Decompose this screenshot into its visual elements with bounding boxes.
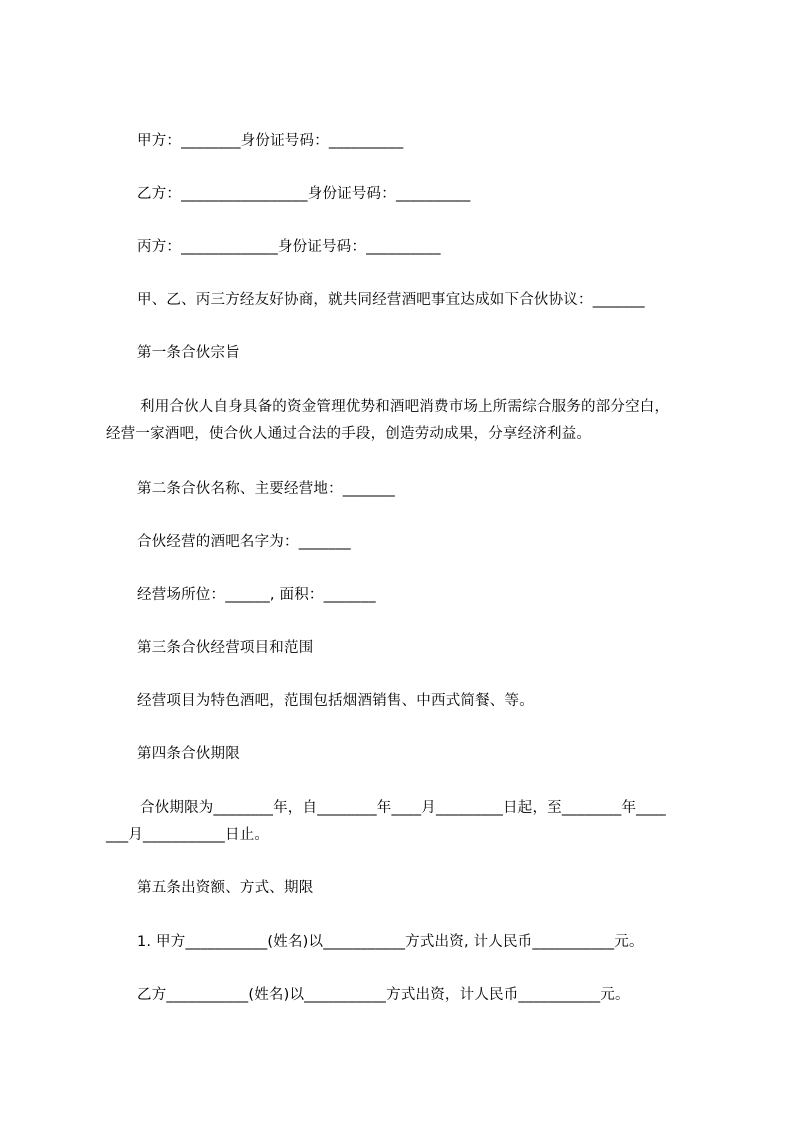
business-scope-line: 经营项目为特色酒吧，范围包括烟酒销售、中西式简餐、等。 xyxy=(137,693,534,709)
article-1-paragraph-line-1: 利用合伙人自身具备的资金管理优势和酒吧消费市场上所需综合服务的部分空白， xyxy=(140,399,670,415)
term-paragraph-line-1: 合伙期限为________年，自________年____月_________日起，至________年____ xyxy=(140,800,666,816)
term-paragraph xyxy=(106,798,706,845)
article-1-paragraph-line-2: 经营一家酒吧，使合伙人通过合法的手段，创造劳动成果，分享经济利益。 xyxy=(106,426,592,442)
location-area-line: 经营场所位：______, 面积：_______ xyxy=(137,587,376,603)
party-b-contribution-line: 乙方___________(姓名)以___________方式出资，计人民币___________元。 xyxy=(137,987,630,1003)
bar-name-line: 合伙经营的酒吧名字为：_______ xyxy=(137,534,351,550)
agreement-intro-line: 甲、乙、丙三方经友好协商，就共同经营酒吧事宜达成如下合伙协议：_______ xyxy=(137,292,645,308)
article-3-heading: 第三条合伙经营项目和范围 xyxy=(137,640,314,656)
party-a-contribution-line: 1. 甲方___________(姓名)以___________方式出资, 计人民币___________元。 xyxy=(137,934,644,950)
party-b-line: 乙方：_________________身份证号码：__________ xyxy=(137,186,471,202)
article-2-heading: 第二条合伙名称、主要经营地：_______ xyxy=(137,481,395,497)
article-4-heading: 第四条合伙期限 xyxy=(137,746,240,762)
article-1-paragraph xyxy=(106,397,706,444)
article-5-heading: 第五条出资额、方式、期限 xyxy=(137,880,314,896)
party-a-line: 甲方：________身份证号码：__________ xyxy=(137,133,404,149)
article-1-heading: 第一条合伙宗旨 xyxy=(137,345,240,361)
party-c-line: 丙方：_____________身份证号码：__________ xyxy=(137,239,441,255)
term-paragraph-line-2: ___月___________日止。 xyxy=(106,827,270,843)
